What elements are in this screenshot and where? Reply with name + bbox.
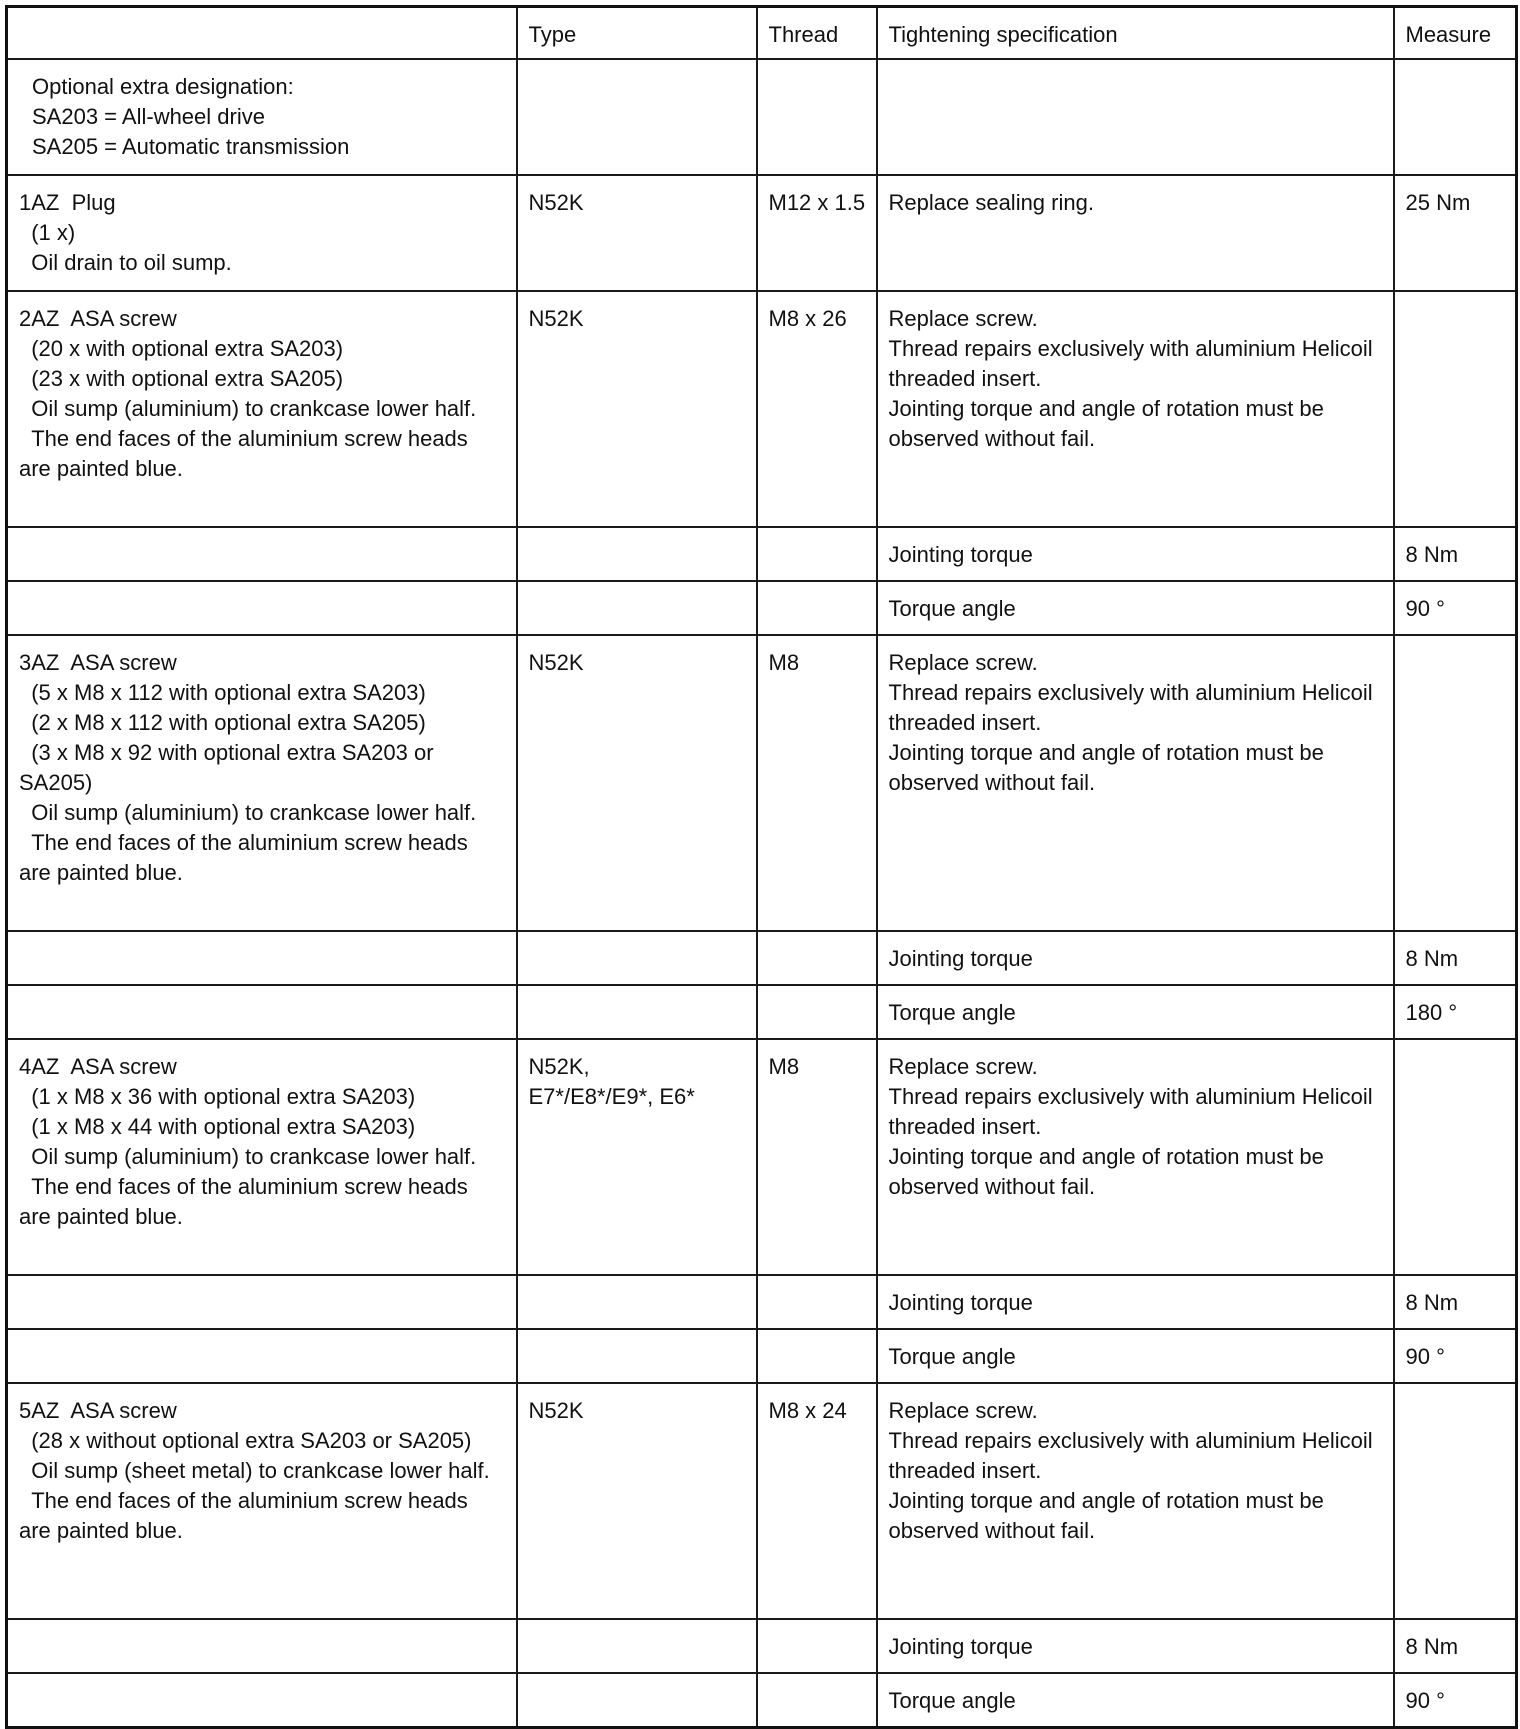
note-measure-cell (1394, 59, 1517, 175)
table-row (7, 1039, 1517, 1275)
measure-cell (1394, 635, 1517, 931)
table-row (7, 291, 1517, 527)
type-cell: N52K (517, 1383, 757, 1619)
sub-value: 8 Nm (1394, 527, 1517, 581)
sub-value: 8 Nm (1394, 1619, 1517, 1673)
sub-row-torque-angle (7, 1329, 1517, 1383)
sub-label: Torque angle (877, 1673, 1394, 1728)
thread-cell: M8 x 26 (757, 291, 877, 527)
note-title: Optional extra designation: (32, 74, 294, 99)
thread-cell: M12 x 1.5 (757, 175, 877, 291)
sub-label: Jointing torque (877, 1619, 1394, 1673)
table-header-row (7, 7, 1517, 60)
sub-value: 8 Nm (1394, 1275, 1517, 1329)
sub-row-jointing-torque (7, 1619, 1517, 1673)
spec-cell: Replace screw. Thread repairs exclusively with aluminium Helicoil threaded insert. Jointing torque and angle of rotation must be observed without fail. (877, 291, 1394, 527)
type-cell: N52K (517, 635, 757, 931)
sub-value: 90 ° (1394, 581, 1517, 635)
spec-cell: Replace screw. Thread repairs exclusively with aluminium Helicoil threaded insert. Jointing torque and angle of rotation must be observed without fail. (877, 635, 1394, 931)
tightening-spec-table (5, 5, 1518, 1729)
type-cell: N52K, E7*/E8*/E9*, E6* (517, 1039, 757, 1275)
measure-cell (1394, 1039, 1517, 1275)
sub-label: Jointing torque (877, 931, 1394, 985)
component-cell: 5AZ ASA screw (28 x without optional extra SA203 or SA205) Oil sump (sheet metal) to crankcase lower half. The end faces of the aluminium screw heads are painted blue. (7, 1383, 517, 1619)
note-line-sa205: SA205 = Automatic transmission (32, 134, 350, 159)
measure-cell (1394, 291, 1517, 527)
spec-cell: Replace screw. Thread repairs exclusively with aluminium Helicoil threaded insert. Jointing torque and angle of rotation must be observed without fail. (877, 1383, 1394, 1619)
table-row (7, 1383, 1517, 1619)
thread-cell: M8 x 24 (757, 1383, 877, 1619)
type-cell: N52K (517, 291, 757, 527)
sub-value: 90 ° (1394, 1329, 1517, 1383)
type-cell: N52K (517, 175, 757, 291)
note-line-sa203: SA203 = All-wheel drive (32, 104, 265, 129)
header-thread: Thread (757, 7, 877, 60)
sub-row-torque-angle (7, 1673, 1517, 1728)
component-cell: 4AZ ASA screw (1 x M8 x 36 with optional extra SA203) (1 x M8 x 44 with optional extra SA203) Oil sump (aluminium) to crankcase lower half. The end faces of the aluminium screw heads are painted blue. (7, 1039, 517, 1275)
sub-value: 180 ° (1394, 985, 1517, 1039)
sub-row-jointing-torque (7, 931, 1517, 985)
sub-row-torque-angle (7, 985, 1517, 1039)
sub-value: 8 Nm (1394, 931, 1517, 985)
sub-value: 90 ° (1394, 1673, 1517, 1728)
sub-label: Jointing torque (877, 1275, 1394, 1329)
measure-cell: 25 Nm (1394, 175, 1517, 291)
header-tightening-spec: Tightening specification (877, 7, 1394, 60)
thread-cell: M8 (757, 635, 877, 931)
tightening-spec-document (5, 5, 1515, 1729)
sub-row-torque-angle (7, 581, 1517, 635)
thread-cell: M8 (757, 1039, 877, 1275)
optional-extra-note (7, 59, 517, 175)
header-type: Type (517, 7, 757, 60)
note-type-cell (517, 59, 757, 175)
note-row (7, 59, 1517, 175)
component-cell: 1AZ Plug (1 x) Oil drain to oil sump. (7, 175, 517, 291)
sub-row-jointing-torque (7, 1275, 1517, 1329)
header-component (7, 7, 517, 60)
sub-label: Torque angle (877, 581, 1394, 635)
sub-label: Torque angle (877, 1329, 1394, 1383)
measure-cell (1394, 1383, 1517, 1619)
component-cell: 2AZ ASA screw (20 x with optional extra SA203) (23 x with optional extra SA205) Oil sump (aluminium) to crankcase lower half. The end faces of the aluminium screw heads are painted blue. (7, 291, 517, 527)
note-spec-cell (877, 59, 1394, 175)
note-thread-cell (757, 59, 877, 175)
header-measure: Measure (1394, 7, 1517, 60)
spec-cell: Replace screw. Thread repairs exclusively with aluminium Helicoil threaded insert. Jointing torque and angle of rotation must be observed without fail. (877, 1039, 1394, 1275)
sub-label: Jointing torque (877, 527, 1394, 581)
table-row (7, 175, 1517, 291)
sub-label: Torque angle (877, 985, 1394, 1039)
table-row (7, 635, 1517, 931)
sub-row-jointing-torque (7, 527, 1517, 581)
component-cell: 3AZ ASA screw (5 x M8 x 112 with optional extra SA203) (2 x M8 x 112 with optional extra SA205) (3 x M8 x 92 with optional extra SA203 or SA205) Oil sump (aluminium) to crankcase lower half. The end faces of the aluminium screw heads are painted blue. (7, 635, 517, 931)
spec-cell: Replace sealing ring. (877, 175, 1394, 291)
